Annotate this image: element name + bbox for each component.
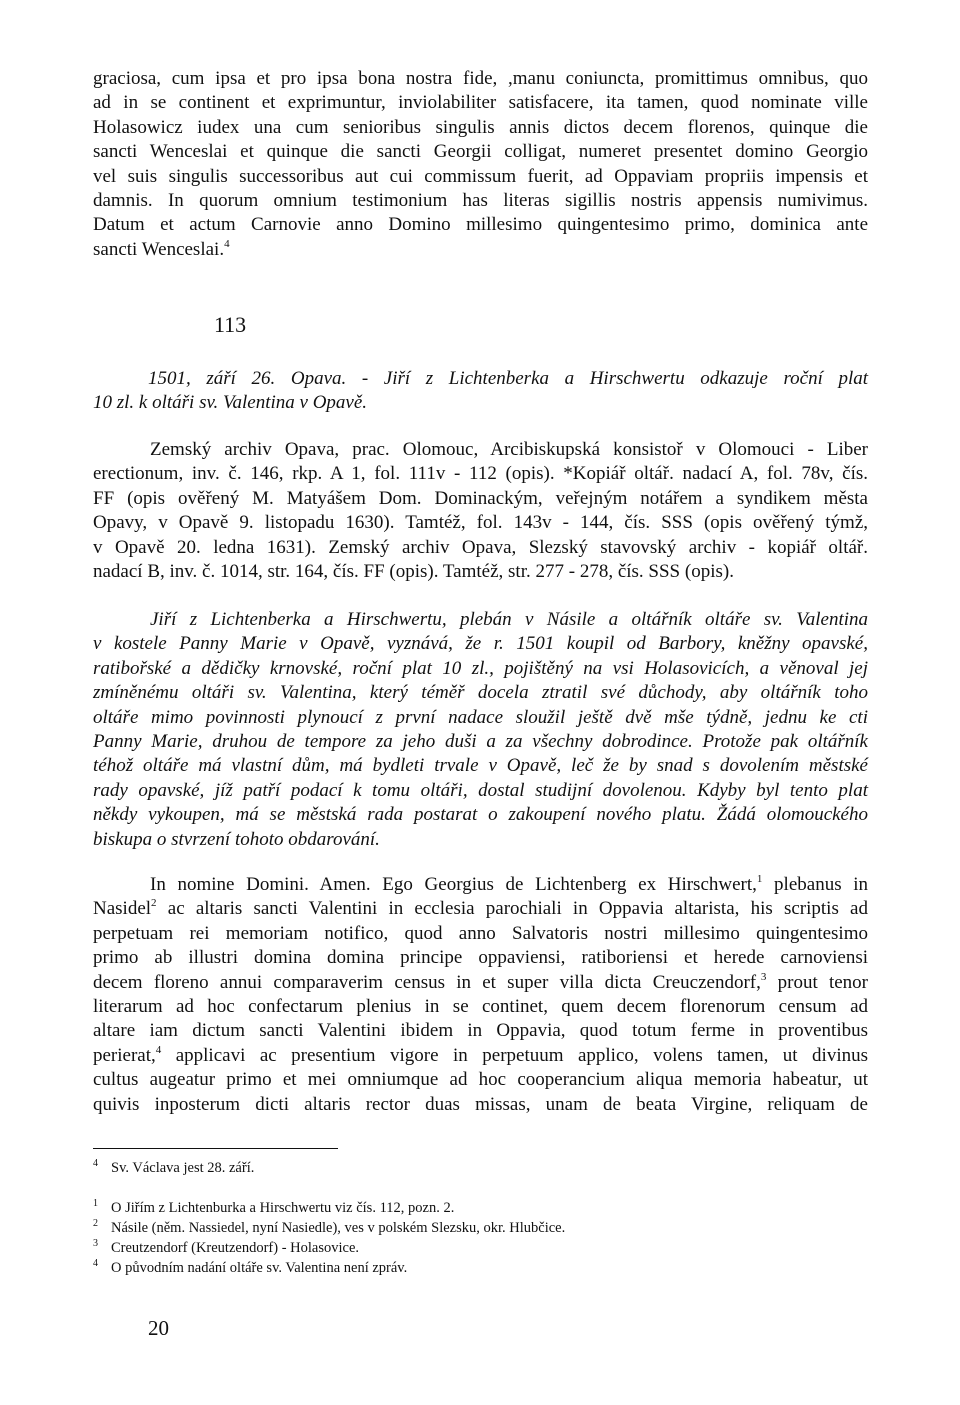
text-line: ad in se continent et exprimuntur, inviolabiliter satisfacere, ita tamen, quod nominate ville (93, 92, 868, 114)
document-number: 113 (214, 312, 247, 337)
footnote-text: O původním nadání oltáře sv. Valentina není zpráv. (111, 1260, 408, 1276)
latin-line: primo ab illustri domina domina principe oppaviensi, ratiboriensi et herede carnoviensi (93, 947, 868, 969)
regest-line: zmíněnému oltáři sv. Valentina, který téměř docela ztratil své důchody, aby oltářník toho (93, 682, 868, 704)
regest-line: Jiří z Lichtenberka a Hirschwertu, plebán v Násile a oltářník oltáře sv. Valentina (150, 609, 868, 630)
regest-line: někdy vykoupen, má se městská rada postarat o zakoupení nového platu. Žádá olomouckého (93, 804, 868, 826)
text-fragment: sancti Wenceslai. (93, 238, 225, 260)
regest-line: Panny Marie, druhou de tempore za jeho duši a za všechny dobrodince. Protože pak oltářník (93, 731, 868, 753)
footnote-text: O Jiřím z Lichtenburka a Hirschwertu viz čís. 112, pozn. 2. (111, 1200, 455, 1216)
text-fragment: applicavi ac presentium vigore in perpetuum applico, volens tamen, ut divinus (161, 1044, 868, 1066)
sources-line: FF (opis ověřený M. Matyášem Dom. Dominackým, veřejným notářem a syndikem města (93, 487, 868, 509)
latin-line: altare iam dictum sancti Valentini ibidem in Oppavia, quod totum ferme in proventibus (93, 1020, 868, 1042)
latin-line: cultus augeatur primo et mei omniumque ad hoc cooperancium aliqua memoria habeatur, ut (93, 1069, 868, 1091)
continued-latin-text (93, 67, 868, 262)
text-line: sancti Wenceslai et quinque die sancti Georgii colligat, numeret presentet domino Georgio (93, 141, 868, 163)
footnote-mark: 2 (93, 1218, 98, 1229)
latin-line: literarum ad hoc confectarum plenius in se continet, quem decem florenorum censum ad (93, 996, 868, 1018)
footnote-text: Sv. Václava jest 28. září. (111, 1160, 255, 1176)
latin-line (93, 971, 868, 995)
czech-regest (93, 608, 868, 852)
sources-line: erectionum, inv. č. 146, rkp. A 1, fol. 111v - 112 (opis). *Kopiář oltář. nadací A, fol. 78v, čís. (93, 463, 868, 485)
text-fragment: decem floreno annui comparaverim census in et super villa dicta Creuczendorf, (93, 971, 761, 993)
sources-line: Zemský archiv Opava, prac. Olomouc, Arcibiskupská konsistoř v Olomouci - Liber (150, 439, 868, 460)
archival-sources (93, 438, 868, 584)
text-fragment: perierat, (93, 1044, 156, 1066)
regest-line: téhož oltáře má vlastní dům, má bydleti trvale v Opavě, leč že by snad s dovolením městské (93, 755, 868, 777)
regest-line: ratibořské a dědičky krnovské, roční plat 10 zl., pojištěný na vsi Holasovicích, a věnoval jej (93, 657, 868, 679)
latin-line (93, 1044, 868, 1068)
text-line: vel suis singulis successoribus aut cui commissum fuerit, ad Oppaviam propriis impensis et (93, 165, 868, 187)
regest-line: rady opavské, jíž patří podací k tomu oltáři, dostal studijní dovolenou. Kdyby byl tento plat (93, 779, 868, 801)
regest-line: oltáře mimo povinnosti plynoucí z první nadace sloužil ještě dvě mše týdně, jednu ke cti (93, 706, 868, 728)
sources-line: Opavy, v Opavě 9. listopadu 1630). Tamtéž, fol. 143v - 144, čís. SSS (opis ověřený týmž, (93, 512, 868, 534)
footnote-reference: 4 (224, 237, 230, 250)
text-fragment: prout tenor (766, 971, 868, 993)
sources-line: nadací B, inv. č. 1014, str. 164, čís. FF (opis). Tamtéž, str. 277 - 278, čís. SSS (opis). (93, 561, 734, 583)
latin-line: quivis inposterum dicti altaris rector duas missas, unam de beata Virgine, reliquam de (93, 1093, 868, 1115)
text-fragment: In nomine Domini. Amen. Ego Georgius de Lichtenberg ex Hirschwert, (150, 874, 757, 895)
text-fragment: plebanus in (762, 874, 868, 895)
latin-document-text (93, 873, 868, 1117)
text-fragment: Nasidel (93, 898, 152, 920)
footnote-reference: 2 (151, 897, 157, 910)
text-line: damnis. In quorum omnium testimonium has literas sigillis nostris appensis numivimus. (93, 190, 868, 212)
footnote-reference: 4 (155, 1043, 162, 1056)
page-number: 20 (148, 1316, 169, 1340)
text-line (93, 238, 868, 262)
footnote-reference: 1 (756, 873, 763, 885)
regest-line: v kostele Panny Marie v Opavě, vyznává, že r. 1501 koupil od Barbory, kněžny opavské, (93, 633, 868, 655)
latin-line (93, 873, 868, 897)
text-fragment: ac altaris sancti Valentini in ecclesia parochiali in Oppavia altarista, his scriptis ad (156, 898, 868, 920)
footnote-mark: 4 (93, 1258, 98, 1269)
text-line: Datum et actum Carnovie anno Domino millesimo quingentesimo primo, dominica ante (93, 214, 868, 236)
regest-line: biskupa o stvrzení tohoto obdarování. (93, 828, 380, 850)
footnote-divider (93, 1148, 338, 1149)
heading-line: 1501, září 26. Opava. - Jiří z Lichtenberka a Hirschwertu odkazuje roční plat (148, 368, 868, 389)
footnote-mark: 3 (93, 1238, 98, 1249)
text-line: graciosa, cum ipsa et pro ipsa bona nostra fide, ,manu coniuncta, promittimus omnibus, quo (93, 68, 868, 89)
sources-line: v Opavě 20. ledna 1631). Zemský archiv Opava, Slezský stavovský archiv - kopiář oltář. (93, 536, 868, 558)
footnote-text: Násile (něm. Nassiedel, nyní Nasiedle), ves v polském Slezsku, okr. Hlubčice. (111, 1220, 566, 1236)
footnote-reference: 3 (760, 970, 767, 983)
text-line: Holasowicz iudex una cum senioribus singulis annis dictos decem florenos, quinque die (93, 116, 868, 138)
latin-line: perpetuam rei memoriam notifico, quod anno Salvatoris nostri millesimo quingentesimo (93, 922, 868, 944)
document-heading (93, 367, 868, 416)
footnote-text: Creutzendorf (Kreutzendorf) - Holasovice. (111, 1240, 360, 1256)
heading-line: 10 zl. k oltáři sv. Valentina v Opavě. (93, 392, 368, 414)
footnote-mark: 4 (93, 1158, 98, 1169)
latin-line (93, 897, 868, 921)
footnote-mark: 1 (93, 1198, 98, 1209)
